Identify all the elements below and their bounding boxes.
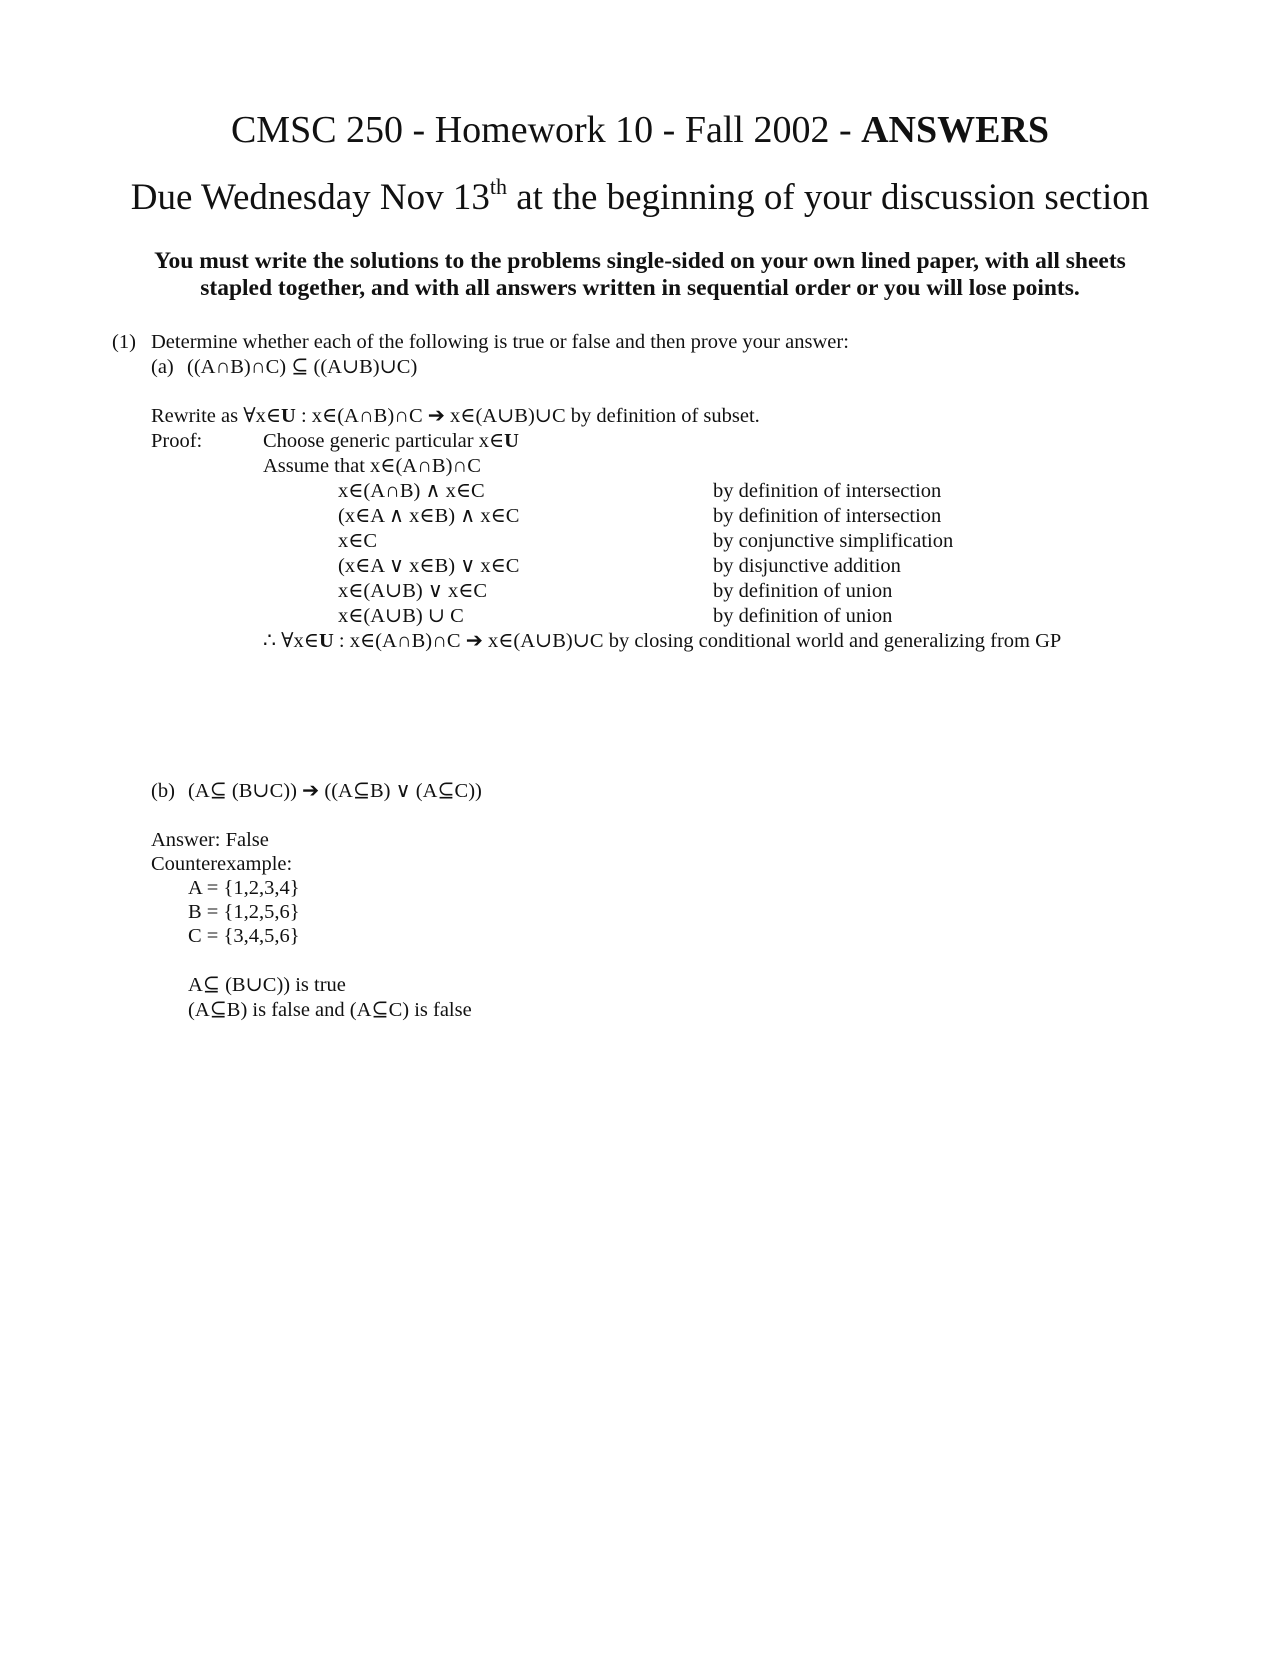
proof-label: Proof: xyxy=(151,430,203,452)
proof-step-expr: (x∈A ∧ x∈B) ∧ x∈C xyxy=(338,505,520,527)
universe-symbol: U xyxy=(504,430,519,452)
answer-line: Answer: False xyxy=(151,829,269,851)
assume-line: Assume that x∈(A∩B)∩C xyxy=(263,455,481,477)
problem-prompt: Determine whether each of the following is true or false and then prove your answer: xyxy=(151,331,849,353)
conclusion-line xyxy=(263,629,1061,653)
universe-symbol: U xyxy=(281,405,296,427)
due-date-line xyxy=(0,174,1280,220)
rewrite-line xyxy=(151,404,760,428)
rewrite-prefix: Rewrite as ∀x∈ xyxy=(151,405,282,427)
set-definition: B = {1,2,5,6} xyxy=(188,901,300,923)
set-definition: C = {3,4,5,6} xyxy=(188,925,300,947)
result-note: (A⊆B) is false and (A⊆C) is false xyxy=(188,999,472,1021)
proof-step-reason: by definition of intersection xyxy=(713,480,942,502)
proof-step-expr: (x∈A ∨ x∈B) ∨ x∈C xyxy=(338,555,520,577)
due-prefix: Due Wednesday Nov 13 xyxy=(130,177,490,218)
due-suffix: at the beginning of your discussion section xyxy=(506,177,1150,218)
proof-step-expr: x∈(A∪B) ∨ x∈C xyxy=(338,580,488,602)
conclusion-suffix: : x∈(A∩B)∩C ➔ x∈(A∪B)∪C by closing conditional world and generalizing from GP xyxy=(333,630,1062,652)
proof-step-reason: by conjunctive simplification xyxy=(713,530,954,552)
choose-line xyxy=(263,429,519,453)
proof-step-reason: by definition of union xyxy=(713,580,893,602)
problem-number: (1) xyxy=(112,331,136,353)
result-note: A⊆ (B∪C)) is true xyxy=(188,974,346,996)
part-b-statement: (A⊆ (B∪C)) ➔ ((A⊆B) ∨ (A⊆C)) xyxy=(188,780,482,802)
proof-step-reason: by definition of union xyxy=(713,605,893,627)
part-a-statement: ((A∩B)∩C) ⊆ ((A∪B)∪C) xyxy=(187,356,418,378)
instructions xyxy=(0,248,1280,302)
due-superscript: th xyxy=(489,174,507,199)
proof-step-expr: x∈(A∪B) ∪ C xyxy=(338,605,464,627)
counterexample-label: Counterexample: xyxy=(151,853,293,875)
universe-symbol: U xyxy=(318,630,334,652)
set-definition: A = {1,2,3,4} xyxy=(188,877,300,899)
proof-step-expr: x∈(A∩B) ∧ x∈C xyxy=(338,480,485,502)
title-answers: ANSWERS xyxy=(861,109,1050,151)
proof-step-reason: by definition of intersection xyxy=(713,505,942,527)
part-a-label: (a) xyxy=(151,356,174,378)
instructions-line-2: stapled together, and with all answers written in sequential order or you will lose points. xyxy=(200,275,1080,301)
conclusion-prefix: ∴ ∀x∈ xyxy=(263,630,319,652)
title-prefix: CMSC 250 - Homework 10 - Fall 2002 - xyxy=(230,109,862,151)
instructions-line-1: You must write the solutions to the problems single-sided on your own lined paper, with all sheets xyxy=(154,248,1126,274)
choose-prefix: Choose generic particular x∈ xyxy=(263,430,505,452)
part-b-label: (b) xyxy=(151,780,175,802)
rewrite-suffix: : x∈(A∩B)∩C ➔ x∈(A∪B)∪C by definition of subset. xyxy=(295,405,760,427)
page-title xyxy=(0,108,1280,154)
proof-step-reason: by disjunctive addition xyxy=(713,555,901,577)
proof-step-expr: x∈C xyxy=(338,530,378,552)
